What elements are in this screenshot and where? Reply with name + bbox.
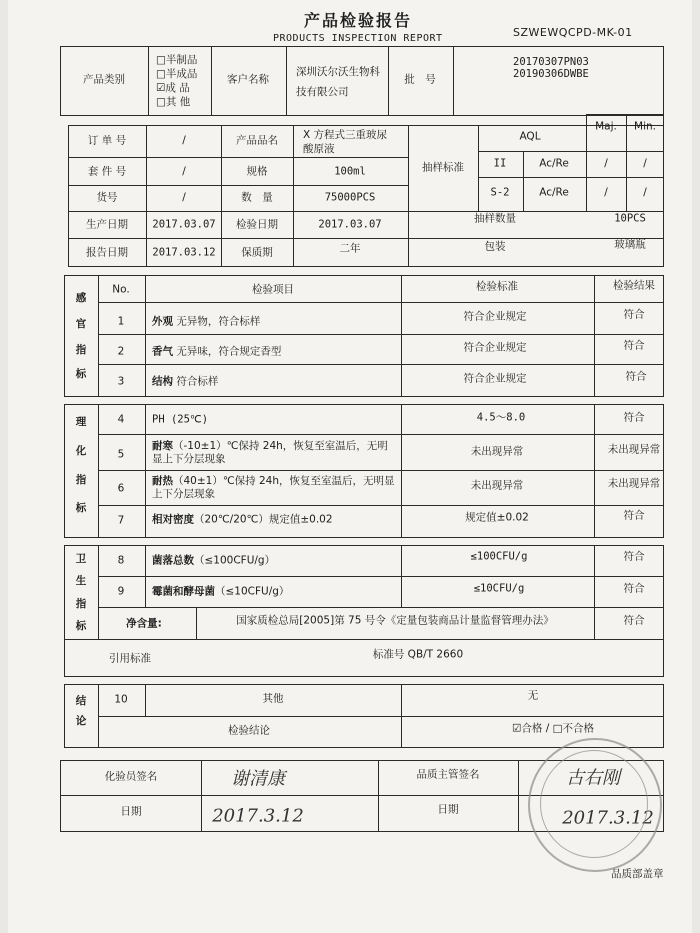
sensory-row-standard: 符合企业规定	[463, 341, 527, 354]
product-name-line2: 酸原液	[303, 143, 335, 155]
inspection-date-label: 检验日期	[236, 218, 278, 231]
sensory-row-no: 3	[117, 375, 125, 388]
physchem-row-no: 7	[117, 514, 125, 527]
acre-1: Ac/Re	[539, 157, 569, 170]
physchem-row-standard: 未出现异常	[470, 445, 524, 458]
minor-value-2: /	[643, 186, 647, 199]
conclusion-row-no: 10	[114, 693, 128, 706]
report-subtitle: PRODUCTS INSPECTION REPORT	[273, 33, 443, 44]
sample-quantity-value: 10PCS	[614, 212, 646, 225]
hygiene-group-char-3: 指	[75, 598, 87, 610]
sensory-row-no: 1	[117, 315, 125, 328]
sensory-row-result: 符合	[625, 370, 647, 383]
supervisor-date: 2017.3.12	[562, 807, 654, 829]
acre-2: Ac/Re	[539, 186, 569, 199]
physchem-row-item: PH (25℃)	[152, 413, 209, 426]
quantity-label: 数 量	[241, 191, 273, 204]
other-label: 其他	[262, 692, 284, 705]
physchem-group-char-2: 化	[75, 445, 87, 457]
packaging-label: 包装	[484, 240, 506, 253]
quantity-value: 75000PCS	[324, 191, 376, 204]
minor-label: Min.	[634, 120, 656, 133]
hygiene-group-char-2: 生	[75, 575, 87, 587]
physchem-row-standard: 4.5～8.0	[476, 411, 526, 424]
conclusion-value: ☑合格 / □不合格	[511, 722, 595, 735]
inspector-date-label: 日期	[120, 805, 142, 818]
report-date-value: 2017.03.12	[152, 246, 216, 259]
sensory-row-item: 香气 无异味，符合规定香型	[152, 345, 282, 358]
hygiene-row-standard: ≤100CFU/g	[470, 550, 528, 563]
category-option-other: □其 他	[156, 96, 191, 108]
physchem-row-item: 耐热（40±1）℃保持 24h，恢复至室温后，无明显上下分层现象	[152, 475, 395, 500]
customer-name-line2: 技有限公司	[296, 86, 349, 98]
category-option-finished: ☑成 品	[156, 82, 190, 94]
hygiene-group-char-4: 标	[75, 620, 87, 632]
physchem-row-result: 符合	[623, 509, 645, 522]
hygiene-row-standard: ≤10CFU/g	[473, 582, 525, 595]
sensory-row-standard: 符合企业规定	[463, 372, 527, 385]
hygiene-row-result: 符合	[623, 550, 645, 563]
packaging-value: 玻璃瓶	[614, 238, 646, 251]
product-name-line1: X 方程式三重玻尿	[303, 129, 388, 141]
hygiene-row-no: 9	[117, 585, 125, 598]
sensory-group-char-2: 官	[75, 318, 87, 330]
physchem-row-standard: 规定值±0.02	[465, 511, 529, 524]
hygiene-group-char-1: 卫	[75, 553, 87, 565]
reference-standard-label: 引用标准	[109, 652, 151, 665]
supervisor-date-label: 日期	[437, 803, 459, 816]
sensory-row-standard: 符合企业规定	[463, 310, 527, 323]
major-value-2: /	[604, 186, 608, 199]
report-date-label: 报告日期	[86, 246, 128, 259]
supervisor-signature: 古右刚	[566, 767, 620, 789]
column-header-item: 检验项目	[252, 283, 294, 296]
order-number-label: 订 单 号	[87, 134, 127, 147]
inspection-date-value: 2017.03.07	[318, 218, 382, 231]
sample-quantity-label: 抽样数量	[474, 212, 516, 225]
spec-label: 规格	[246, 165, 268, 178]
order-number-value: /	[182, 134, 186, 147]
physchem-row-no: 4	[117, 413, 125, 426]
shelf-life-value: 二年	[339, 242, 361, 255]
physchem-row-item: 耐寒（-10±1）℃保持 24h，恢复至室温后，无明显上下分层现象	[152, 440, 388, 465]
inspection-level-1: II	[493, 157, 507, 170]
major-value-1: /	[604, 157, 608, 170]
inspection-level-2: S-2	[490, 186, 510, 199]
physchem-row-item: 相对密度（20℃/20℃）规定值±0.02	[152, 513, 333, 526]
kit-number-value: /	[182, 165, 186, 178]
customer-label: 客户名称	[227, 73, 269, 86]
shelf-life-label: 保质期	[241, 246, 273, 259]
sensory-row-no: 2	[117, 345, 125, 358]
spec-value: 100ml	[334, 165, 366, 178]
document-code: SZWEWQCPD-MK-01	[513, 26, 633, 39]
production-date-value: 2017.03.07	[152, 218, 216, 231]
sensory-row-item: 结构 符合标样	[152, 375, 219, 388]
physchem-row-result: 符合	[623, 411, 645, 424]
production-date-label: 生产日期	[86, 218, 128, 231]
sensory-group-char-1: 感	[75, 292, 87, 304]
column-header-no: No.	[112, 283, 130, 296]
sampling-standard-label: 抽样标准	[422, 161, 464, 174]
other-value: 无	[527, 689, 539, 702]
item-number-label: 货号	[96, 191, 118, 204]
aql-label: AQL	[519, 130, 541, 143]
column-header-standard: 检验标准	[476, 280, 518, 293]
inspector-signature-label: 化验员签名	[104, 770, 158, 783]
customer-name-line1: 深圳沃尔沃生物科	[296, 66, 380, 78]
net-content-result: 符合	[623, 614, 645, 627]
hygiene-row-result: 符合	[623, 582, 645, 595]
item-number-value: /	[182, 191, 186, 204]
physchem-row-result: 未出现异常	[607, 443, 661, 456]
report-sheet	[8, 0, 692, 933]
net-content-value: 国家质检总局[2005]第 75 号令《定量包装商品计量监督管理办法》	[236, 614, 554, 627]
conclusion-group-char-2: 论	[75, 715, 87, 727]
category-option-semi-made: □半制品	[156, 54, 198, 66]
hygiene-row-item: 菌落总数（≤100CFU/g）	[152, 554, 276, 567]
product-name-label: 产品品名	[236, 134, 278, 147]
batch-label: 批 号	[404, 73, 436, 86]
net-content-label: 净含量:	[126, 617, 162, 630]
batch-number-2: 20190306DWBE	[513, 68, 589, 80]
physchem-group-char-3: 指	[75, 474, 87, 486]
column-header-result: 检验结果	[613, 279, 655, 292]
kit-number-label: 套 件 号	[87, 165, 127, 178]
physchem-group-char-1: 理	[75, 416, 87, 428]
conclusion-group-char-1: 结	[75, 695, 87, 707]
inspector-date: 2017.3.12	[212, 805, 304, 827]
physchem-row-no: 6	[117, 482, 125, 495]
category-option-semi-finished: □半成品	[156, 68, 198, 80]
department-stamp-label: 品质部盖章	[611, 868, 664, 880]
sensory-row-result: 符合	[623, 308, 645, 321]
quality-department-seal-inner-ring	[540, 750, 648, 858]
category-label: 产品类别	[83, 73, 125, 86]
hygiene-row-no: 8	[117, 554, 125, 567]
reference-standard-value: 标准号 QB/T 2660	[372, 648, 464, 661]
supervisor-signature-label: 品质主管签名	[416, 768, 480, 781]
physchem-row-standard: 未出现异常	[470, 479, 524, 492]
conclusion-label: 检验结论	[228, 724, 270, 737]
physchem-row-no: 5	[117, 448, 125, 461]
inspector-signature: 谢清康	[231, 768, 285, 790]
batch-number-1: 20170307PN03	[513, 56, 589, 68]
sensory-group-char-4: 标	[75, 368, 87, 380]
sensory-row-item: 外观 无异物，符合标样	[152, 315, 261, 328]
sensory-row-result: 符合	[623, 339, 645, 352]
major-label: Maj.	[595, 120, 617, 133]
minor-value-1: /	[643, 157, 647, 170]
hygiene-row-item: 霉菌和酵母菌（≤10CFU/g）	[152, 585, 290, 598]
report-title: 产品检验报告	[303, 11, 412, 30]
sensory-group-char-3: 指	[75, 344, 87, 356]
physchem-row-result: 未出现异常	[607, 477, 661, 490]
physchem-group-char-4: 标	[75, 502, 87, 514]
